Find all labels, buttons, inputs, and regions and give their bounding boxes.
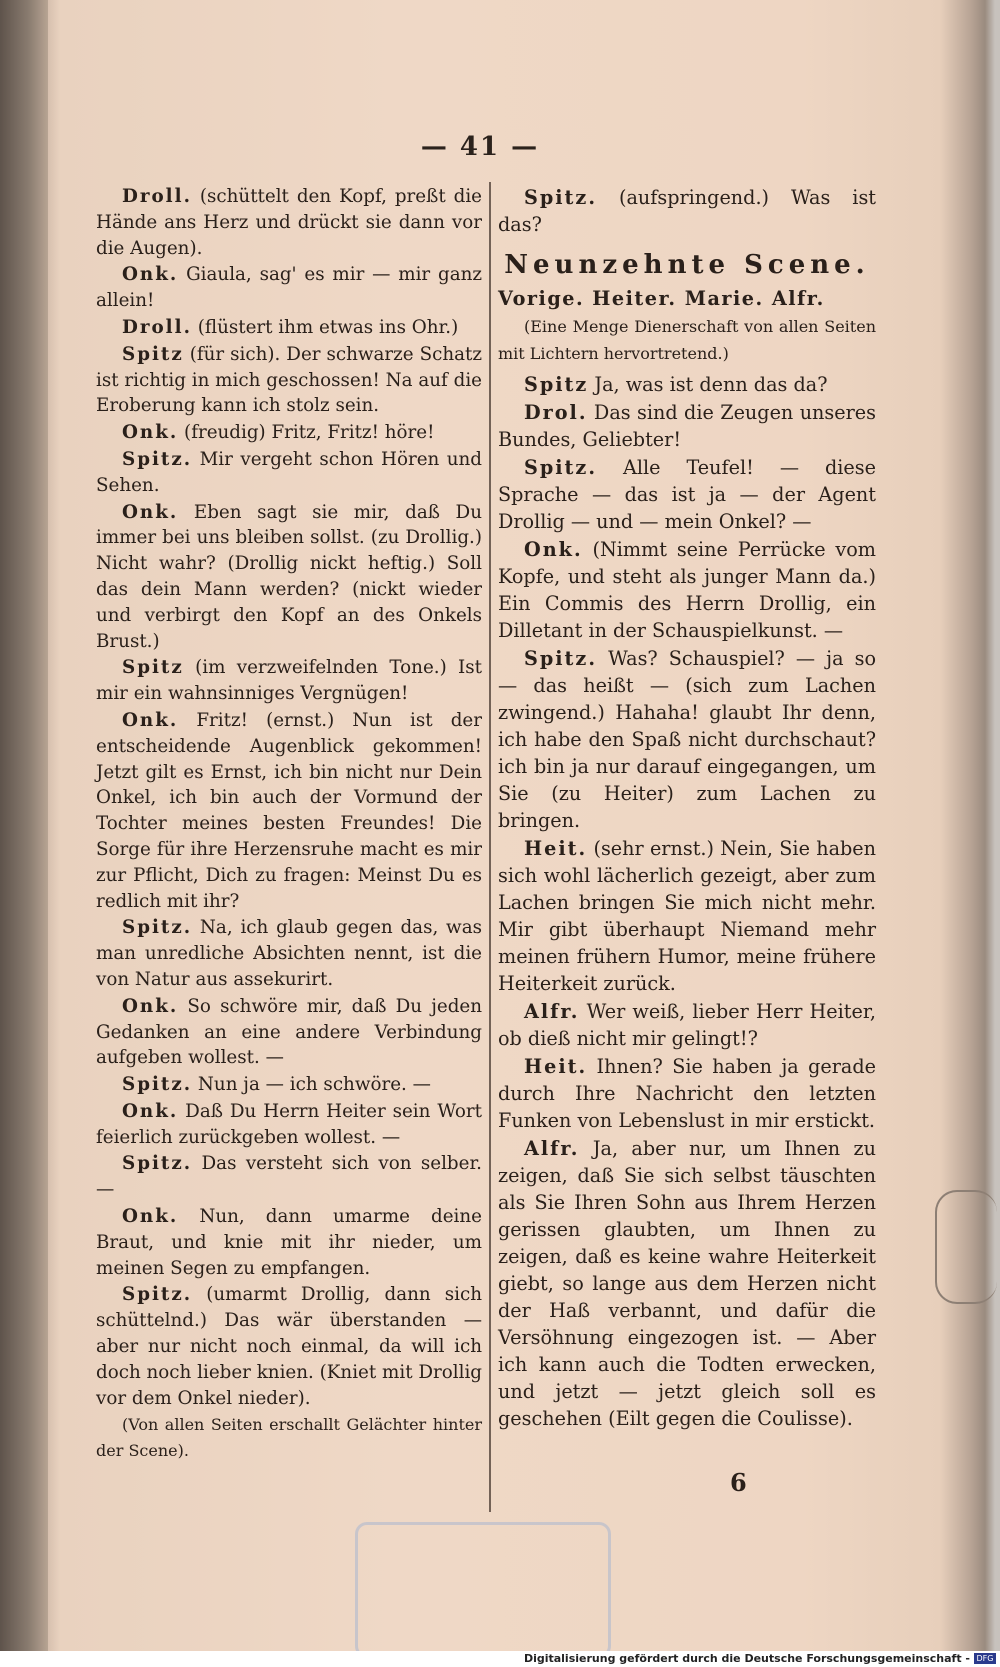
- dialogue-line: [96, 1282, 482, 1411]
- dialogue-text: (freudig) Fritz, Fritz! höre!: [178, 422, 435, 444]
- dialogue-line: [498, 536, 876, 644]
- dialogue-text: (umarmt Drollig, dann sich schüttelnd.) Das wär überstanden — aber nur nicht noch einmal, da will ich doch noch lieber knien. (Kniet mit Drollig vor dem Onkel nieder).: [96, 1284, 483, 1409]
- dialogue-line: [498, 645, 876, 834]
- speaker-name: Onk.: [122, 709, 179, 731]
- speaker-name: Spitz.: [122, 1153, 193, 1175]
- dialogue-text: (sehr ernst.) Nein, Sie haben sich wohl lächerlich gezeigt, aber zum Lachen bringen Sie mich nicht mehr. Mir gibt überhaupt Niemand mehr meinen frühern Humor, meine frühere Heiterkeit zurück.: [498, 837, 876, 995]
- right-column-dialogue: [498, 371, 876, 1432]
- dialogue-line: [96, 1072, 482, 1098]
- dialogue-line: [498, 399, 876, 453]
- dialogue-line: [96, 315, 482, 341]
- right-column: [498, 184, 876, 1433]
- speaker-name: Alfr.: [524, 1000, 580, 1023]
- dialogue-line: [498, 1135, 876, 1432]
- dialogue-line: [96, 915, 482, 992]
- speaker-name: Spitz: [524, 373, 589, 396]
- speaker-name: Spitz.: [524, 186, 598, 209]
- dialogue-text: Das versteht sich von selber. —: [96, 1153, 482, 1201]
- speaker-name: Alfr.: [524, 1137, 580, 1160]
- left-column: [96, 184, 482, 1465]
- dialogue-text: Na, ich glaub gegen das, was man unredliche Absichten nennt, ist die von Natur aus assekurirt.: [96, 917, 482, 990]
- dialogue-text: Nun, dann umarme deine Braut, und knie mit ihr nieder, um meinen Segen zu empfangen.: [96, 1206, 482, 1279]
- dialogue-line: [498, 1053, 876, 1134]
- scene-heading: Neunzehnte Scene.: [504, 250, 870, 280]
- dialogue-text: (flüstert ihm etwas ins Ohr.): [191, 316, 459, 338]
- library-stamp: [355, 1522, 611, 1658]
- footer-bar: [0, 1651, 1000, 1667]
- scene-direction: (Eine Menge Dienerschaft von allen Seiten mit Lichtern hervortretend.): [498, 317, 876, 363]
- dfg-logo: DFG: [974, 1653, 996, 1664]
- speaker-name: Spitz.: [122, 1284, 193, 1306]
- footer-credit: Digitalisierung gefördert durch die Deutsche Forschungsgemeinschaft -: [523, 1652, 970, 1665]
- speaker-name: Spitz.: [524, 456, 598, 479]
- dialogue-text: Giaula, sag' es mir — mir ganz allein!: [96, 264, 482, 312]
- dialogue-line: [498, 998, 876, 1052]
- speaker-name: Spitz: [122, 657, 184, 679]
- dialogue-line: [96, 708, 482, 914]
- dialogue-line: [96, 500, 482, 655]
- dialogue-text: (Nimmt seine Perrücke vom Kopfe, und steht als junger Mann da.) Ein Commis des Herrn Drollig, ein Dilletant in der Schauspielkunst. —: [498, 538, 876, 642]
- speaker-name: Onk.: [122, 422, 179, 444]
- speaker-name: Spitz: [122, 343, 184, 365]
- dialogue-text: (für sich). Der schwarze Schatz ist richtig in mich geschossen! Na auf die Eroberung kann ich stolz sein.: [96, 343, 482, 417]
- dialogue-text: (Von allen Seiten erschallt Gelächter hinter der Scene).: [96, 1415, 482, 1461]
- dialogue-text: Ihnen? Sie haben ja gerade durch Ihre Nachricht den letzten Funken von Lebenslust in mir erstickt.: [498, 1055, 876, 1132]
- dialogue-text: Was? Schauspiel? — ja so — das heißt — (sich zum Lachen zwingend.) Hahaha! glaubt Ihr denn, ich habe den Spaß nicht durchschaut? ich bin ja nur darauf eingegangen, um Sie (zu Heiter) zum Lachen zu bringen.: [498, 647, 876, 832]
- speaker-name: Droll.: [122, 316, 192, 338]
- speaker-name: Drol.: [524, 401, 588, 424]
- dialogue-text: Wer weiß, lieber Herr Heiter, ob dieß nicht mir gelingt!?: [498, 1000, 876, 1050]
- dialogue-line: [96, 1099, 482, 1151]
- dialogue-text: Fritz! (ernst.) Nun ist der entscheidende Augenblick gekommen! Jetzt gilt es Ernst, ich bin nicht nur Dein Onkel, ich bin auch der Vormund der Tochter meines besten Freundes! Die Sorge für ihre Herzensruhe macht es mir zur Pflicht, Dich zu fragen: Meinst Du es redlich mit ihr?: [96, 709, 482, 912]
- speaker-name: Spitz.: [122, 448, 193, 470]
- dialogue-line: [96, 1204, 482, 1281]
- dialogue-text: Daß Du Herrn Heiter sein Wort feierlich zurückgeben wollest. —: [96, 1100, 482, 1148]
- speaker-name: Onk.: [122, 1100, 179, 1122]
- speaker-name: Onk.: [122, 264, 179, 286]
- dialogue-text: Eben sagt sie mir, daß Du immer bei uns bleiben sollst. (zu Drollig.) Nicht wahr? (Drollig nickt heftig.) Soll das dein Mann werden? (nickt wieder und verbirgt den Kopf an des Onkels Brust.): [96, 501, 482, 652]
- dialogue-line: [498, 371, 876, 398]
- page-tab-mark: [935, 1190, 997, 1304]
- dialogue-line: [498, 835, 876, 997]
- speaker-name: Onk.: [122, 995, 179, 1017]
- book-gutter: [0, 0, 48, 1667]
- dialogue-line: [96, 420, 482, 446]
- speaker-name: Heit.: [524, 837, 588, 860]
- dialogue-text: Das sind die Zeugen unseres Bundes, Geliebter!: [498, 401, 876, 451]
- speaker-name: Spitz.: [122, 917, 193, 939]
- dialogue-line: [96, 994, 482, 1071]
- dialogue-line: [96, 184, 482, 261]
- speaker-name: Spitz.: [122, 1074, 193, 1096]
- dialogue-text: (schüttelt den Kopf, preßt die Hände ans Herz und drückt sie dann vor die Augen).: [96, 186, 482, 259]
- signature-mark: 6: [730, 1468, 747, 1497]
- dialogue-line: [96, 655, 482, 707]
- dialogue-text: Alle Teufel! — diese Sprache — das ist ja — der Agent Drollig — und — mein Onkel? —: [498, 456, 876, 533]
- dialogue-line: [96, 342, 482, 419]
- dialogue-text: (aufspringend.) Was ist das?: [498, 186, 876, 236]
- dialogue-text: So schwöre mir, daß Du jeden Gedanken an eine andere Verbindung aufgeben wollest. —: [96, 995, 482, 1069]
- column-divider: [489, 182, 491, 1512]
- page-number: — 41 —: [420, 132, 540, 162]
- speaker-name: Onk.: [122, 501, 179, 523]
- dialogue-text: Mir vergeht schon Hören und Sehen.: [96, 448, 482, 496]
- speaker-name: Onk.: [122, 1206, 179, 1228]
- dialogue-text: (im verzweifelnden Tone.) Ist mir ein wahnsinniges Vergnügen!: [96, 657, 482, 705]
- dialogue-line: [498, 454, 876, 535]
- speaker-name: Droll.: [122, 186, 192, 207]
- dialogue-line: [96, 1151, 482, 1203]
- dialogue-line: [96, 1412, 482, 1464]
- dialogue-text: Nun ja — ich schwöre. —: [192, 1074, 431, 1096]
- speaker-name: Spitz.: [524, 647, 598, 670]
- dialogue-line: [498, 184, 876, 238]
- dialogue-line: [96, 262, 482, 314]
- speaker-name: Onk.: [524, 538, 583, 561]
- dialogue-text: Ja, aber nur, um Ihnen zu zeigen, daß Sie sich selbst täuschten als Sie Ihren Sohn aus Ihrem Herzen gerissen glaubten, um Ihnen zu zeigen, daß es keine wahre Heiterkeit giebt, so lange aus dem Herzen nicht der Haß verbannt, und dafür die Versöhnung eingezogen ist. — Aber ich kann auch die Todten erwecken, und jetzt — jetzt gleich soll es geschehen (Eilt gegen die Coulisse).: [498, 1137, 876, 1430]
- scene-persons: Vorige. Heiter. Marie. Alfr.: [498, 287, 825, 310]
- dialogue-text: Ja, was ist denn das da?: [588, 373, 828, 396]
- speaker-name: Heit.: [524, 1055, 588, 1078]
- dialogue-line: [96, 447, 482, 499]
